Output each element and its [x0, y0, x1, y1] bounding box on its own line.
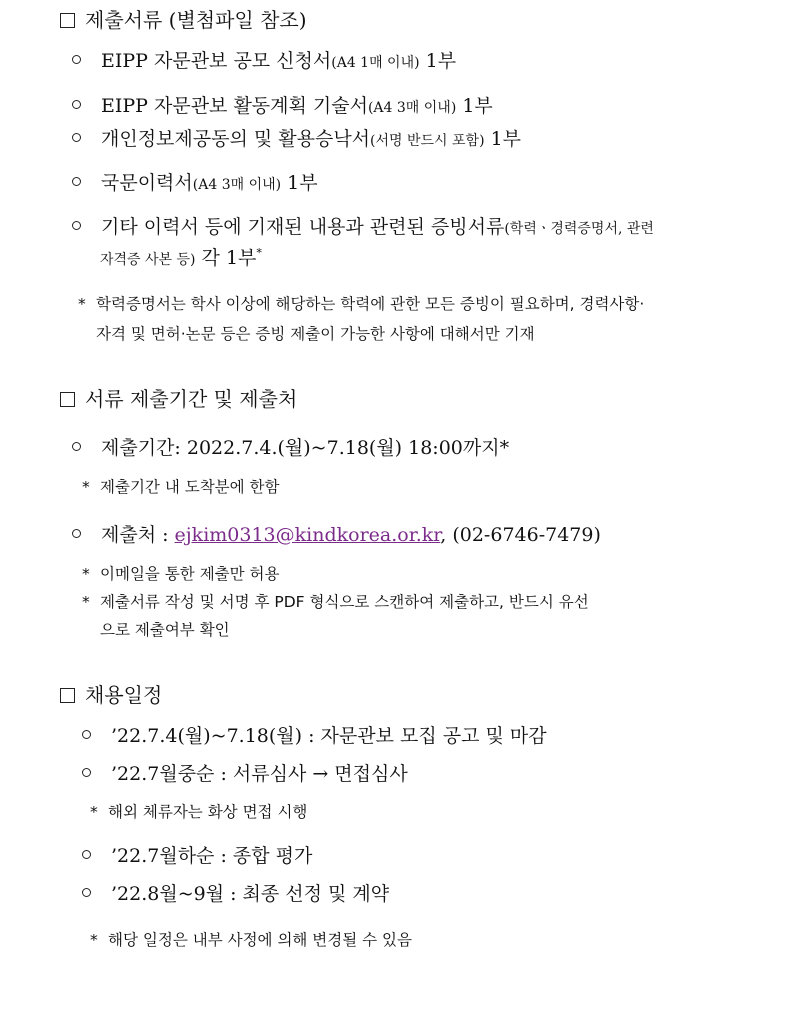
circle-bullet-icon: [82, 730, 91, 739]
note-line: * 제출서류 작성 및 서명 후 PDF 형식으로 스캔하여 제출하고, 반드시 유선: [82, 593, 589, 611]
email-link[interactable]: ejkim0313@kindkorea.or.kr: [174, 524, 441, 546]
list-item: EIPP 자문관보 활동계획 기술서(A4 3매 이내) 1부: [72, 91, 493, 118]
note-line: * 해외 체류자는 화상 면접 시행: [90, 803, 308, 821]
circle-bullet-icon: [72, 55, 81, 64]
list-item: 개인정보제공동의 및 활용승낙서(서명 반드시 포함) 1부: [72, 124, 521, 151]
section-heading-documents: 제출서류 (별첨파일 참조): [60, 4, 307, 33]
circle-bullet-icon: [72, 133, 81, 142]
schedule-item: ’22.7월하순 : 종합 평가: [82, 841, 312, 868]
circle-bullet-icon: [72, 100, 81, 109]
circle-bullet-icon: [82, 850, 91, 859]
circle-bullet-icon: [72, 529, 81, 538]
schedule-item: ’22.7.4(월)~7.18(월) : 자문관보 모집 공고 및 마감: [82, 721, 547, 748]
section-heading-schedule: 채용일정: [60, 679, 162, 708]
note-line: * 제출기간 내 도착분에 한함: [82, 478, 280, 496]
circle-bullet-icon: [82, 768, 91, 777]
checkbox-square-icon: [60, 392, 75, 407]
submission-contact: 제출처 : ejkim0313@kindkorea.or.kr, (02-6746-7479): [72, 520, 601, 547]
list-item: 기타 이력서 등에 기재된 내용과 관련된 증빙서류(학력ㆍ경력증명서, 관련: [72, 212, 654, 239]
note-line: 으로 제출여부 확인: [100, 621, 230, 639]
list-item-continuation: 자격증 사본 등) 각 1부*: [100, 246, 262, 269]
section-heading-submission: 서류 제출기간 및 제출처: [60, 383, 297, 412]
circle-bullet-icon: [72, 221, 81, 230]
note-line: * 이메일을 통한 제출만 허용: [82, 565, 280, 583]
note-line: * 해당 일정은 내부 사정에 의해 변경될 수 있음: [90, 931, 413, 949]
note-line: 자격 및 면허·논문 등은 증빙 제출이 가능한 사항에 대해서만 기재: [96, 325, 535, 343]
schedule-item: ’22.8월~9월 : 최종 선정 및 계약: [82, 879, 389, 906]
circle-bullet-icon: [82, 888, 91, 897]
checkbox-square-icon: [60, 13, 75, 28]
schedule-item: ’22.7월중순 : 서류심사 → 면접심사: [82, 759, 408, 786]
note-line: * 학력증명서는 학사 이상에 해당하는 학력에 관한 모든 증빙이 필요하며, 경력사항·: [78, 295, 645, 313]
circle-bullet-icon: [72, 177, 81, 186]
circle-bullet-icon: [72, 442, 81, 451]
list-item: 국문이력서(A4 3매 이내) 1부: [72, 168, 318, 195]
list-item: EIPP 자문관보 공모 신청서(A4 1매 이내) 1부: [72, 46, 456, 73]
checkbox-square-icon: [60, 688, 75, 703]
submission-period: 제출기간: 2022.7.4.(월)~7.18(월) 18:00까지*: [72, 433, 509, 460]
